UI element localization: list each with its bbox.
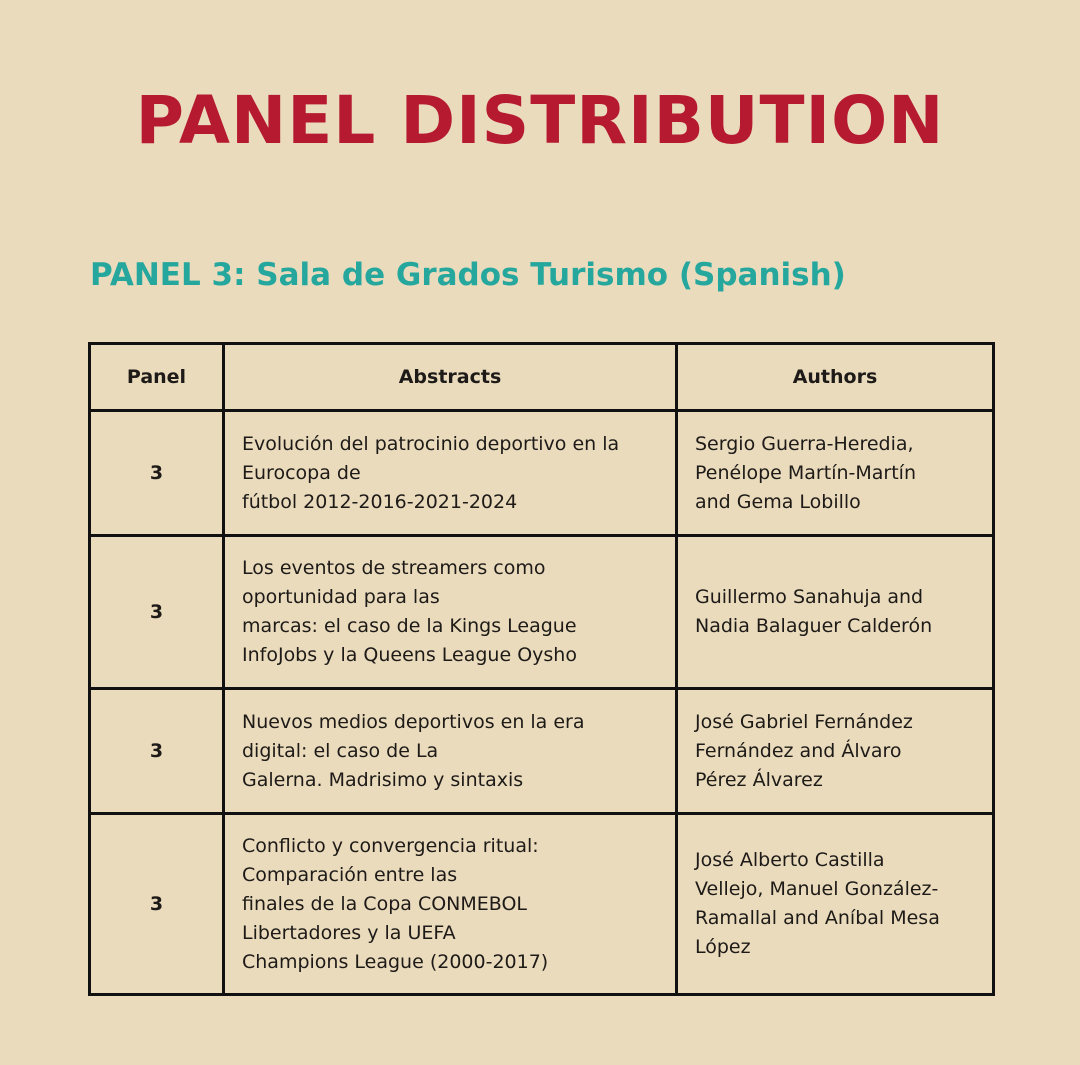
abstract-cell — [224, 411, 677, 536]
table-row — [90, 814, 994, 995]
abstract-line: Galerna. Madrisimo y sintaxis — [242, 768, 524, 791]
abstract-line: Evolución del patrocinio deportivo en la — [242, 432, 620, 455]
authors-line: Vellejo, Manuel González- — [695, 878, 939, 900]
table-row — [90, 689, 994, 814]
abstract-cell — [224, 814, 677, 995]
abstract-line: Libertadores y la UEFA — [242, 921, 456, 944]
header-authors: Authors — [677, 344, 994, 411]
panel-distribution-table — [88, 342, 995, 996]
abstract-line: oportunidad para las — [242, 586, 440, 608]
abstract-line: Comparación entre las — [242, 863, 458, 886]
abstract-line: finales de la Copa CONMEBOL — [242, 892, 528, 915]
authors-cell — [677, 536, 994, 689]
abstract-line: Conflicto y convergencia ritual: — [242, 834, 539, 857]
page-title: PANEL DISTRIBUTION — [135, 82, 945, 159]
authors-line: López — [695, 936, 751, 958]
authors-line: Fernández and Álvaro — [695, 739, 902, 762]
panel-number: 3 — [90, 814, 224, 995]
header-abstracts: Abstracts — [224, 344, 677, 411]
abstract-cell — [224, 689, 677, 814]
authors-cell — [677, 411, 994, 536]
table-row — [90, 536, 994, 689]
authors-line: Nadia Balaguer Calderón — [695, 615, 933, 637]
authors-line: Guillermo Sanahuja and — [695, 586, 924, 608]
abstract-line: Nuevos medios deportivos en la era — [242, 710, 585, 733]
abstract-cell — [224, 536, 677, 689]
table-header-row — [90, 344, 994, 411]
panel-subtitle: PANEL 3: Sala de Grados Turismo (Spanish) — [90, 257, 846, 293]
authors-line: and Gema Lobillo — [695, 490, 861, 513]
authors-line: Penélope Martín-Martín — [695, 461, 916, 484]
authors-line: Pérez Álvarez — [695, 768, 823, 791]
abstract-line: Eurocopa de — [242, 461, 361, 484]
abstract-line: digital: el caso de La — [242, 739, 439, 762]
authors-line: José Alberto Castilla — [695, 849, 885, 871]
authors-cell — [677, 689, 994, 814]
abstract-line: marcas: el caso de la Kings League — [242, 615, 577, 637]
abstract-line: InfoJobs y la Queens League Oysho — [242, 644, 577, 666]
panel-number: 3 — [90, 411, 224, 536]
abstract-line: Los eventos de streamers como — [242, 557, 546, 579]
authors-line: Sergio Guerra-Heredia, — [695, 432, 914, 455]
table-row — [90, 411, 994, 536]
panel-number: 3 — [90, 536, 224, 689]
authors-cell — [677, 814, 994, 995]
panel-number: 3 — [90, 689, 224, 814]
abstract-line: fútbol 2012-2016-2021-2024 — [242, 490, 518, 513]
authors-line: Ramallal and Aníbal Mesa — [695, 907, 940, 929]
header-panel: Panel — [90, 344, 224, 411]
authors-line: José Gabriel Fernández — [695, 710, 913, 733]
abstract-line: Champions League (2000-2017) — [242, 950, 549, 973]
